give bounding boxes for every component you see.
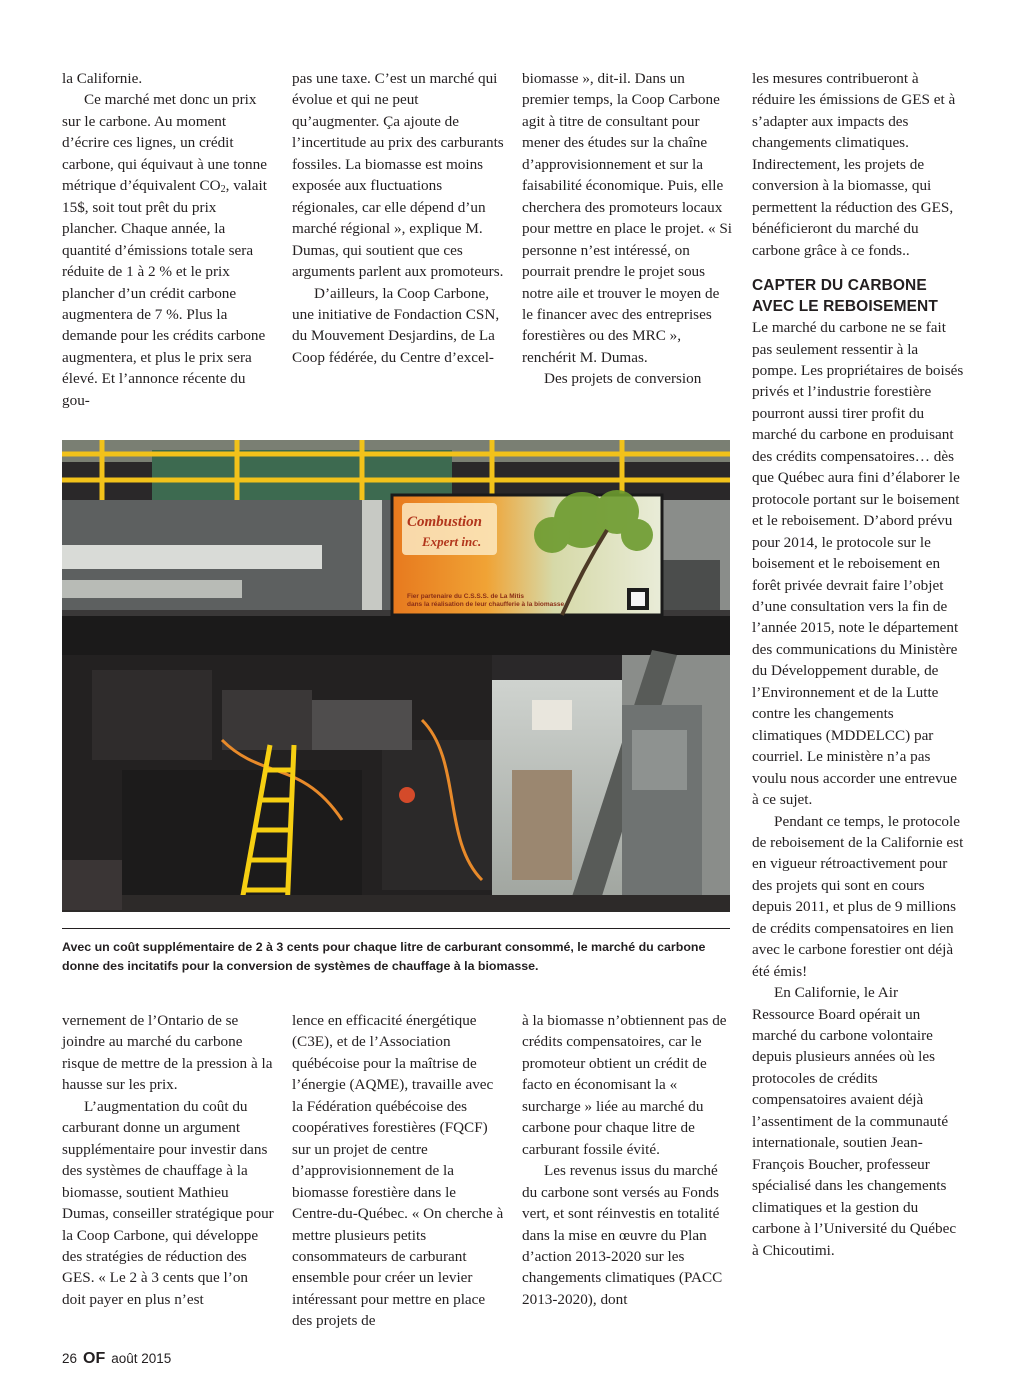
photo-caption: Avec un coût supplémentaire de 2 à 3 cents pour chaque litre de carburant consommé, le marché du carbone donne des incitatifs pour la conversion de systèmes de chauffage à la biomasse. — [62, 940, 706, 973]
sign-caption-line-1: Fier partenaire du C.S.S.S. de La Mitis — [407, 593, 525, 600]
paragraph: la Californie. — [62, 70, 143, 87]
paragraph: biomasse », dit-il. Dans un premier temps, la Coop Carbone agit à titre de consultant pour mener des études sur la chaîne d’approvisionnement et sur la faisabilité économique. Puis, elle cherchera des promoteurs locaux pour mettre en place le projet. « Si personne n’est intéressé, on pourrait prendre le projet sous notre aile et trouver le moyen de le financer avec des entreprises forestières ou des MRC », renchérit M. Dumas. — [522, 70, 733, 366]
paragraph: Ce marché met donc un prix sur le carbone. Au moment d’écrire ces lignes, un crédit carbone, qui équivaut à une tonne métrique d’équivalent $CO_2$, valait 15$, soit tout prêt du prix plancher. Chaque année, la quantité d’émissions totale sera réduite de 1 à 2 % et le prix plancher d’un crédit carbone augmentera de 7 %. Plus la demande pour les crédits carbone augmentera, et plus le prix sera élevé. Et l’annonce récente du gou- — [62, 91, 267, 409]
magazine-name: OF — [83, 1350, 106, 1367]
column-3-top — [522, 68, 734, 390]
column-3-bottom — [522, 1010, 734, 1310]
paragraph: L’augmentation du coût du carburant donne un argument supplémentaire pour investir dans des systèmes de chauffage à la biomasse, soutient Mathieu Dumas, conseiller stratégique pour la Coop Carbone, qui développe des stratégies de réduction des GES. « Le 2 à 3 cents que l’on doit payer en plus n’est — [62, 1097, 274, 1308]
paragraph: à la biomasse n’obtiennent pas de crédits compensatoires, car le promoteur obtient un crédit de facto en économisant la « surcharge » liée au marché du carbone pour chaque litre de carburant fossile évité. — [522, 1012, 727, 1158]
section-subheading — [752, 275, 964, 317]
page-footer — [62, 1350, 171, 1368]
subheading-line-2: AVEC LE REBOISEMENT — [752, 298, 938, 316]
paragraph: Les revenus issus du marché du carbone sont versés au Fonds vert, et sont réinvestis en totalité dans la mise en œuvre du Plan d’action 2013-2020 sur les changements climatiques (PACC 2013-2020), dont — [522, 1162, 723, 1308]
right-paragraph-4: En Californie, le Air Ressource Board opérait un marché du carbone volontaire depuis plusieurs années où les protocoles de crédits compensatoires avaient déjà l’assentiment de la communauté internationale, soutien Jean-François Boucher, professeur spécialisé dans les changements climatiques et la gestion du carbone à l’Université du Québec à Chicoutimi. — [752, 984, 957, 1259]
issue-date: août 2015 — [111, 1351, 172, 1366]
page-number: 26 — [62, 1351, 78, 1366]
sign-brand-line-1: Combustion — [407, 514, 483, 530]
right-paragraph-3: Pendant ce temps, le protocole de reboisement de la Californie est en vigueur rétroactivement pour des projets qui sont en cours depuis 2011, et plus de 9 millions de crédits compensatoires en lien avec le carbone forestier ont déjà été émis! — [752, 812, 964, 980]
sign-brand-line-2: Expert inc. — [422, 534, 482, 549]
right-paragraph-2: Le marché du carbone ne se fait pas seulement ressentir à la pompe. Les propriétaires de boisés privés et l’industrie forestière pourront aussi tirer profit du marché du carbone en produisant des crédits compensatoires… dès que Québec aura fini d’élaborer le protocole portant sur le boisement et le reboisement. D’abord prévu pour 2014, le protocole sur le boisement et le reboisement en forêt privée devrait faire l’objet d’une consultation vers la fin de l’année 2015, note le département des communications du Ministère du Développement durable, de l’Environnement et de la Lutte contre les changements climatiques (MDDELCC) par courriel. Le ministère n’a pas voulu nous accorder une entrevue à ce sujet. — [752, 319, 964, 809]
paragraph: vernement de l’Ontario de se joindre au marché du carbone risque de mettre de la pression à la hausse sur les prix. — [62, 1012, 273, 1094]
subheading-line-1: CAPTER DU CARBONE — [752, 277, 927, 295]
column-2-top — [292, 68, 504, 368]
column-1-bottom — [62, 1010, 274, 1310]
paragraph: lence en efficacité énergétique (C3E), et de l’Association québécoise pour la maîtrise de l’énergie (AQME), travaille avec la Fédération québécoise des coopératives forestières (FQCF) sur un projet de centre d’approvisionnement de la biomasse forestière dans le Centre-du-Québec. « On cherche à mettre plusieurs petits consommateurs de carburant ensemble pour créer un levier intéressant pour mettre en place des projets de — [292, 1012, 504, 1330]
column-4-right — [752, 68, 964, 1261]
right-paragraph-1: les mesures contribueront à réduire les émissions de GES et à s’adapter aux impacts des changements climatiques. Indirectement, les projets de conversion à la biomasse, qui permettent la réduction des GES, bénéficieront du marché du carbone grâce à ce fonds.. — [752, 70, 956, 259]
column-2-bottom — [292, 1010, 504, 1332]
paragraph: Des projets de conversion — [544, 370, 702, 388]
column-1-top — [62, 68, 274, 411]
caption-rule — [62, 928, 730, 929]
boiler-room-photo — [62, 440, 730, 912]
paragraph: D’ailleurs, la Coop Carbone, une initiative de Fondaction CSN, du Mouvement Desjardins, de La Coop fédérée, du Centre d’excel- — [292, 284, 500, 366]
sign-caption-line-2: dans la réalisation de leur chaufferie à la biomasse — [407, 601, 565, 608]
paragraph: pas une taxe. C’est un marché qui évolue et qui ne peut qu’augmenter. Ça ajoute de l’incertitude au prix des carburants fossiles. La biomasse est moins exposée aux fluctuations régionales, car elle dépend d’un marché régional », explique M. Dumas, qui soutient que ces arguments parlent aux promoteurs. — [292, 70, 504, 281]
